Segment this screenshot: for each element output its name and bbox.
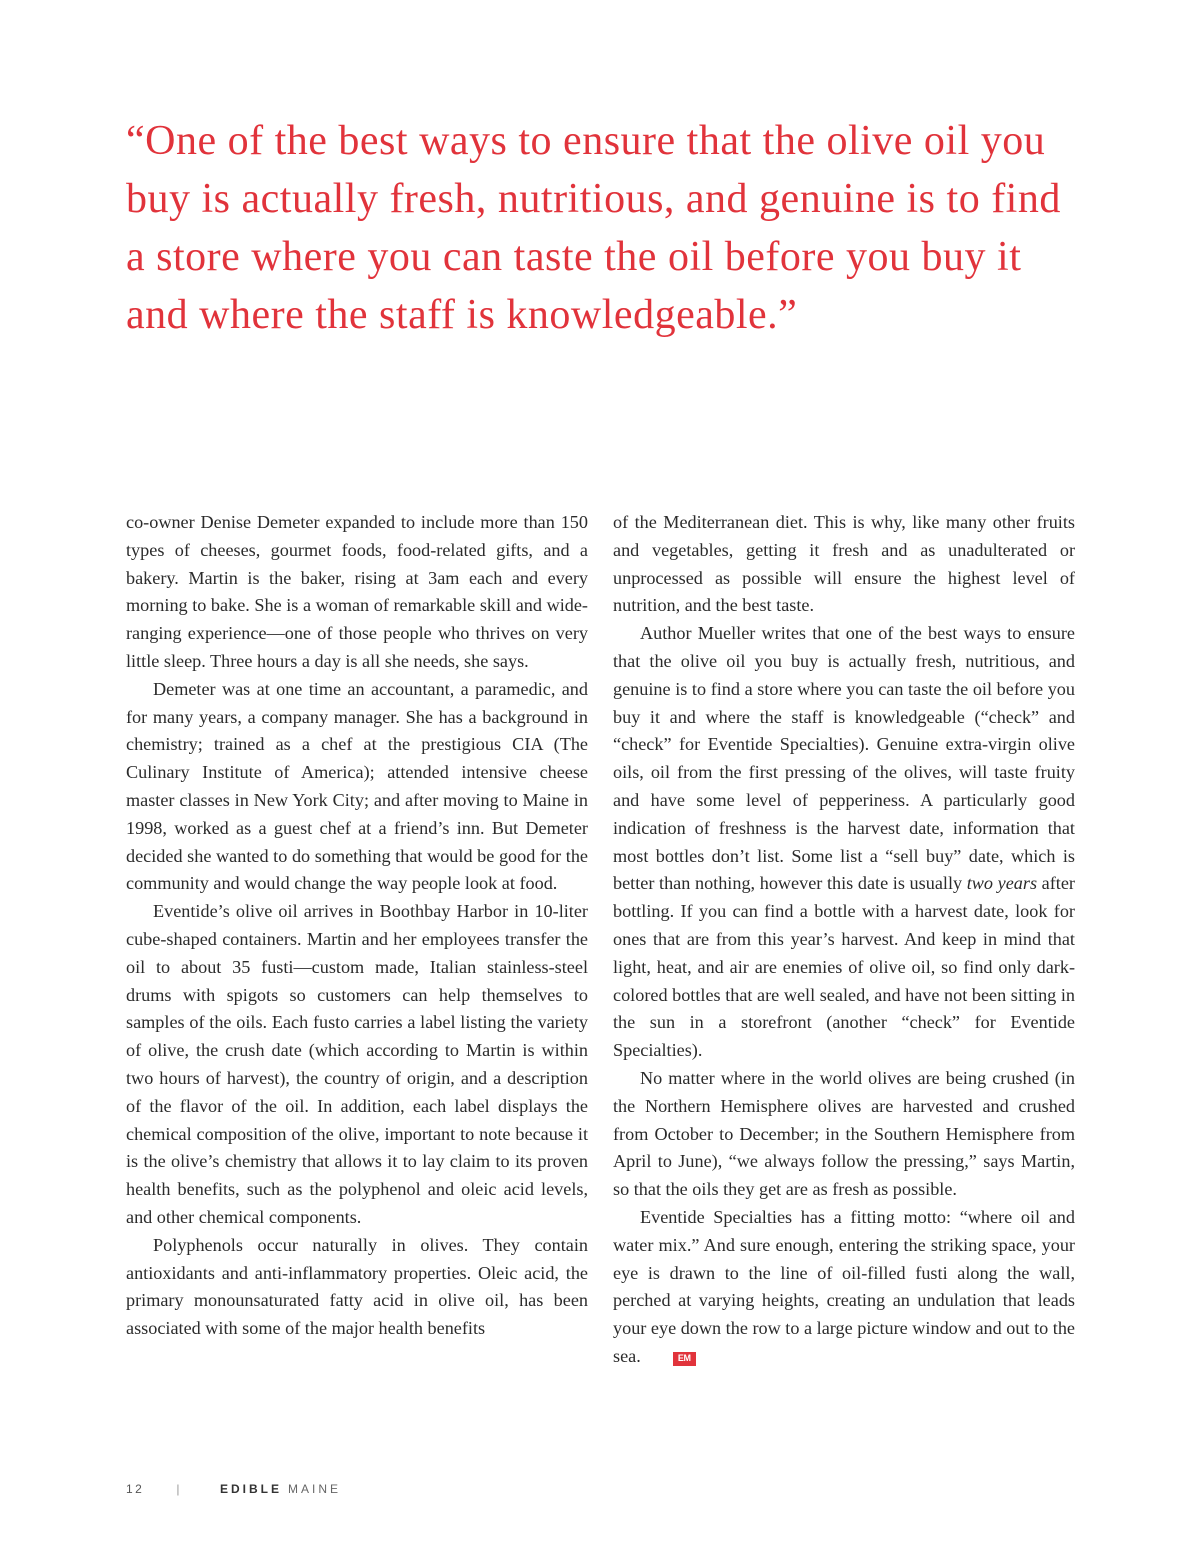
edible-maine-end-mark-icon: EM <box>673 1352 696 1366</box>
right-paragraph-1: of the Mediterranean diet. This is why, like many other fruits and vegetables, getting it fresh and as unadulterated or unprocessed as possible will ensure the highest level of nutrition, and the best taste. <box>613 512 1075 616</box>
footer-separator: | <box>176 1482 182 1496</box>
right-paragraph-2-part-b: after bottling. If you can find a bottle with a harvest date, look for ones that are from this year’s harvest. And keep in mind that light, heat, and air are enemies of olive oil, so find only dark-colored bottles that are well sealed, and have not been sitting in the sun in a storefront (another “check” for Eventide Specialties). <box>613 873 1075 1061</box>
right-paragraph-2 <box>613 620 1075 1065</box>
pull-quote: “One of the best ways to ensure that the olive oil you buy is actually fresh, nutritious, and genuine is to find a store where you can taste the oil before you buy it and where the staff is knowledgeable.” <box>126 118 1061 338</box>
left-paragraph-1: co-owner Denise Demeter expanded to include more than 150 types of cheeses, gourmet foods, food-related gifts, and a bakery. Martin is the baker, rising at 3am each and every morning to bake. She is a woman of remarkable skill and wide-ranging experience—one of those people who thrives on very little sleep. Three hours a day is all she needs, she says. <box>126 512 588 671</box>
right-paragraph-2-italic: two years <box>966 873 1038 894</box>
article-columns <box>126 509 1075 1366</box>
right-paragraph-4-text: Eventide Specialties has a fitting motto: “where oil and water mix.” And sure enough, entering the striking space, your eye is drawn to the line of oil-filled fusti along the wall, perched at varying heights, creating an undulation that leads your eye down the row to a large picture window and out to the sea. <box>613 1206 1075 1366</box>
left-paragraph-4: Polyphenols occur naturally in olives. They contain antioxidants and anti-inflammatory properties. Oleic acid, the primary monounsaturated fatty acid in olive oil, has been associated with some of the major health benefits <box>126 1234 588 1339</box>
footer-brand-edible: EDIBLE <box>219 1482 282 1496</box>
right-paragraph-4 <box>613 1204 1075 1371</box>
footer-brand-maine: MAINE <box>288 1482 342 1496</box>
left-column <box>126 509 588 1339</box>
page-footer <box>126 1482 341 1496</box>
page-number: 12 <box>126 1482 145 1496</box>
right-paragraph-2-part-a: Author Mueller writes that one of the best ways to ensure that the olive oil you buy is actually fresh, nutritious, and genuine is to find a store where you can taste the oil before you buy it and where the staff is knowledgeable (“check” and “check” for Eventide Specialties). Genuine extra-virgin olive oils, oil from the first pressing of the olives, will taste fruity and have some level of pepperiness. A particularly good indication of freshness is the harvest date, information that most bottles don’t list. Some list a “sell buy” date, which is better than nothing, however this date is usually <box>613 623 1075 894</box>
right-paragraph-3: No matter where in the world olives are being crushed (in the Northern Hemisphere olives are harvested and crushed from October to December; in the Southern Hemisphere from April to June), “we always follow the pressing,” says Martin, so that the oils they get are as fresh as possible. <box>613 1067 1075 1200</box>
left-paragraph-3: Eventide’s olive oil arrives in Boothbay Harbor in 10-liter cube-shaped containers. Martin and her employees transfer the oil to about 35 fusti—custom made, Italian stainless-steel drums with spigots so customers can help themselves to samples of the oils. Each fusto carries a label listing the variety of olive, the crush date (which according to Martin is within two hours of harvest), the country of origin, and a description of the flavor of the oil. In addition, each label displays the chemical composition of the olive, important to note because it is the olive’s chemistry that allows it to lay claim to its proven health benefits, such as the polyphenol and oleic acid levels, and other chemical components. <box>126 901 588 1227</box>
right-column <box>613 509 1075 1366</box>
left-paragraph-2: Demeter was at one time an accountant, a paramedic, and for many years, a company manager. She has a background in chemistry; trained as a chef at the prestigious CIA (The Culinary Institute of America); attended intensive cheese master classes in New York City; and after moving to Maine in 1998, worked as a guest chef at a friend’s inn. But Demeter decided she wanted to do something that would be good for the community and would change the way people look at food. <box>126 678 588 894</box>
